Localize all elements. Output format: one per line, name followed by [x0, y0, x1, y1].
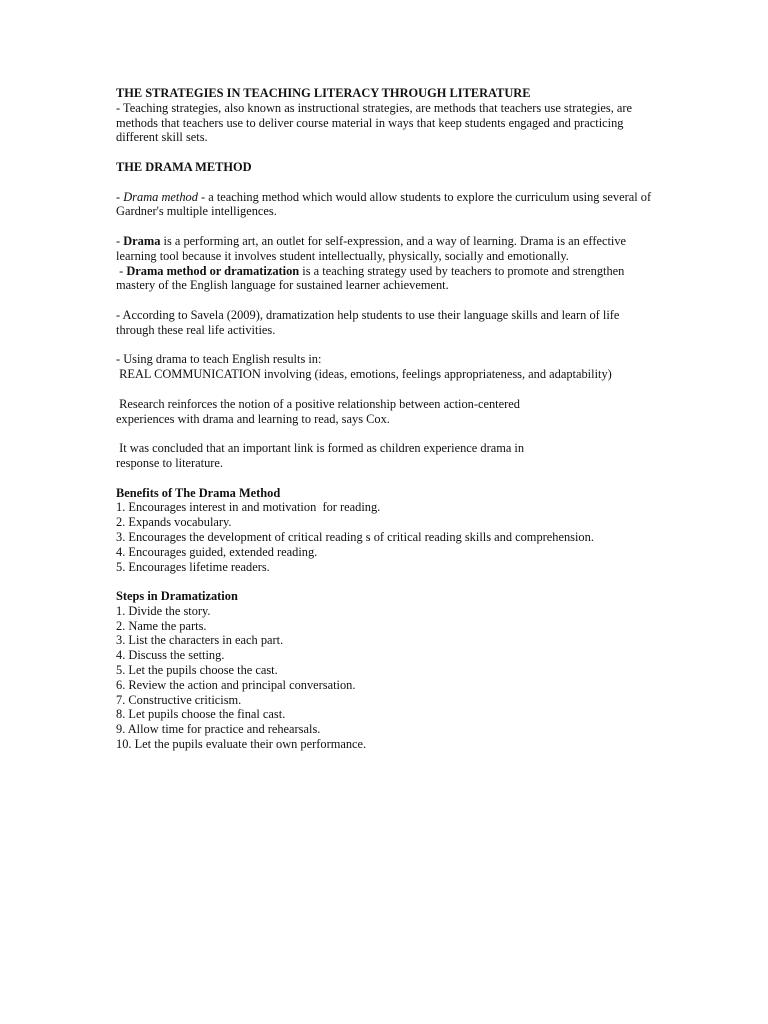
spacer [116, 382, 652, 397]
list-item: 1. Encourages interest in and motivation for reading. [116, 500, 381, 515]
list-item: 3. Encourages the development of critical reading s of critical reading skills and comprehension. [116, 529, 594, 544]
drama-method-term: Drama method [123, 189, 198, 204]
list-item: 7. Constructive criticism. [116, 692, 242, 707]
spacer [116, 293, 652, 308]
list-item: 5. Encourages lifetime readers. [116, 559, 270, 574]
paragraph-prefix: - [116, 233, 124, 248]
drama-method-heading: THE DRAMA METHOD [116, 159, 252, 174]
spacer [116, 426, 652, 441]
drama-term: Drama [123, 233, 161, 248]
spacer [116, 338, 652, 353]
list-item: 3. List the characters in each part. [116, 633, 284, 648]
benefits-list [116, 500, 652, 574]
dramatization-paragraph [116, 264, 652, 294]
list-item: 6. Review the action and principal conversation. [116, 677, 356, 692]
benefits-heading: Benefits of The Drama Method [116, 485, 281, 500]
list-item: 10. Let the pupils evaluate their own performance. [116, 737, 367, 752]
using-drama-line: - Using drama to teach English results in: [116, 352, 322, 367]
drama-method-paragraph [116, 190, 652, 220]
steps-heading: Steps in Dramatization [116, 589, 238, 604]
list-item: 4. Discuss the setting. [116, 648, 225, 663]
list-item: 2. Expands vocabulary. [116, 515, 232, 530]
paragraph-prefix: - [116, 189, 124, 204]
list-item: 5. Let the pupils choose the cast. [116, 663, 278, 678]
spacer [116, 145, 652, 160]
drama-definition-text: is a performing art, an outlet for self-expression, and a way of learning. Drama is an effective learning tool because it involves student intellectually, physically, socially and emotionally. [116, 233, 627, 263]
list-item: 2. Name the parts. [116, 618, 207, 633]
spacer [116, 219, 652, 234]
concluded-paragraph: It was concluded that an important link is formed as children experience drama in response to literature. [116, 441, 528, 470]
document-page [116, 86, 652, 752]
dramatization-term: Drama method or dramatization [126, 263, 300, 278]
dramatization-text: is a teaching strategy used by teachers to promote and strengthen mastery of the English language for sustained learner achievement. [116, 263, 625, 293]
steps-list [116, 604, 652, 752]
intro-paragraph: - Teaching strategies, also known as instructional strategies, are methods that teachers use strategies, are methods that teachers use to deliver course material in ways that keep students engaged and practicing different skill sets. [116, 100, 633, 145]
research-paragraph: Research reinforces the notion of a positive relationship between action-centered experiences with drama and learning to read, says Cox. [116, 396, 524, 426]
list-item: 8. Let pupils choose the final cast. [116, 707, 286, 722]
drama-method-text: - a teaching method which would allow students to explore the curriculum using several of Gardner's multiple intelligences. [116, 189, 652, 219]
spacer [116, 175, 652, 190]
list-item: 1. Divide the story. [116, 603, 211, 618]
paragraph-prefix: - [116, 263, 127, 278]
drama-definition-paragraph [116, 234, 652, 264]
spacer [116, 471, 652, 486]
real-communication-paragraph: REAL COMMUNICATION involving (ideas, emotions, feelings appropriateness, and adaptability) [116, 367, 612, 382]
list-item: 9. Allow time for practice and rehearsals. [116, 722, 321, 737]
spacer [116, 574, 652, 589]
document-title: THE STRATEGIES IN TEACHING LITERACY THROUGH LITERATURE [116, 86, 531, 100]
savela-paragraph: - According to Savela (2009), dramatization help students to use their language skills and learn of life through these real life activities. [116, 307, 620, 337]
list-item: 4. Encourages guided, extended reading. [116, 544, 318, 559]
